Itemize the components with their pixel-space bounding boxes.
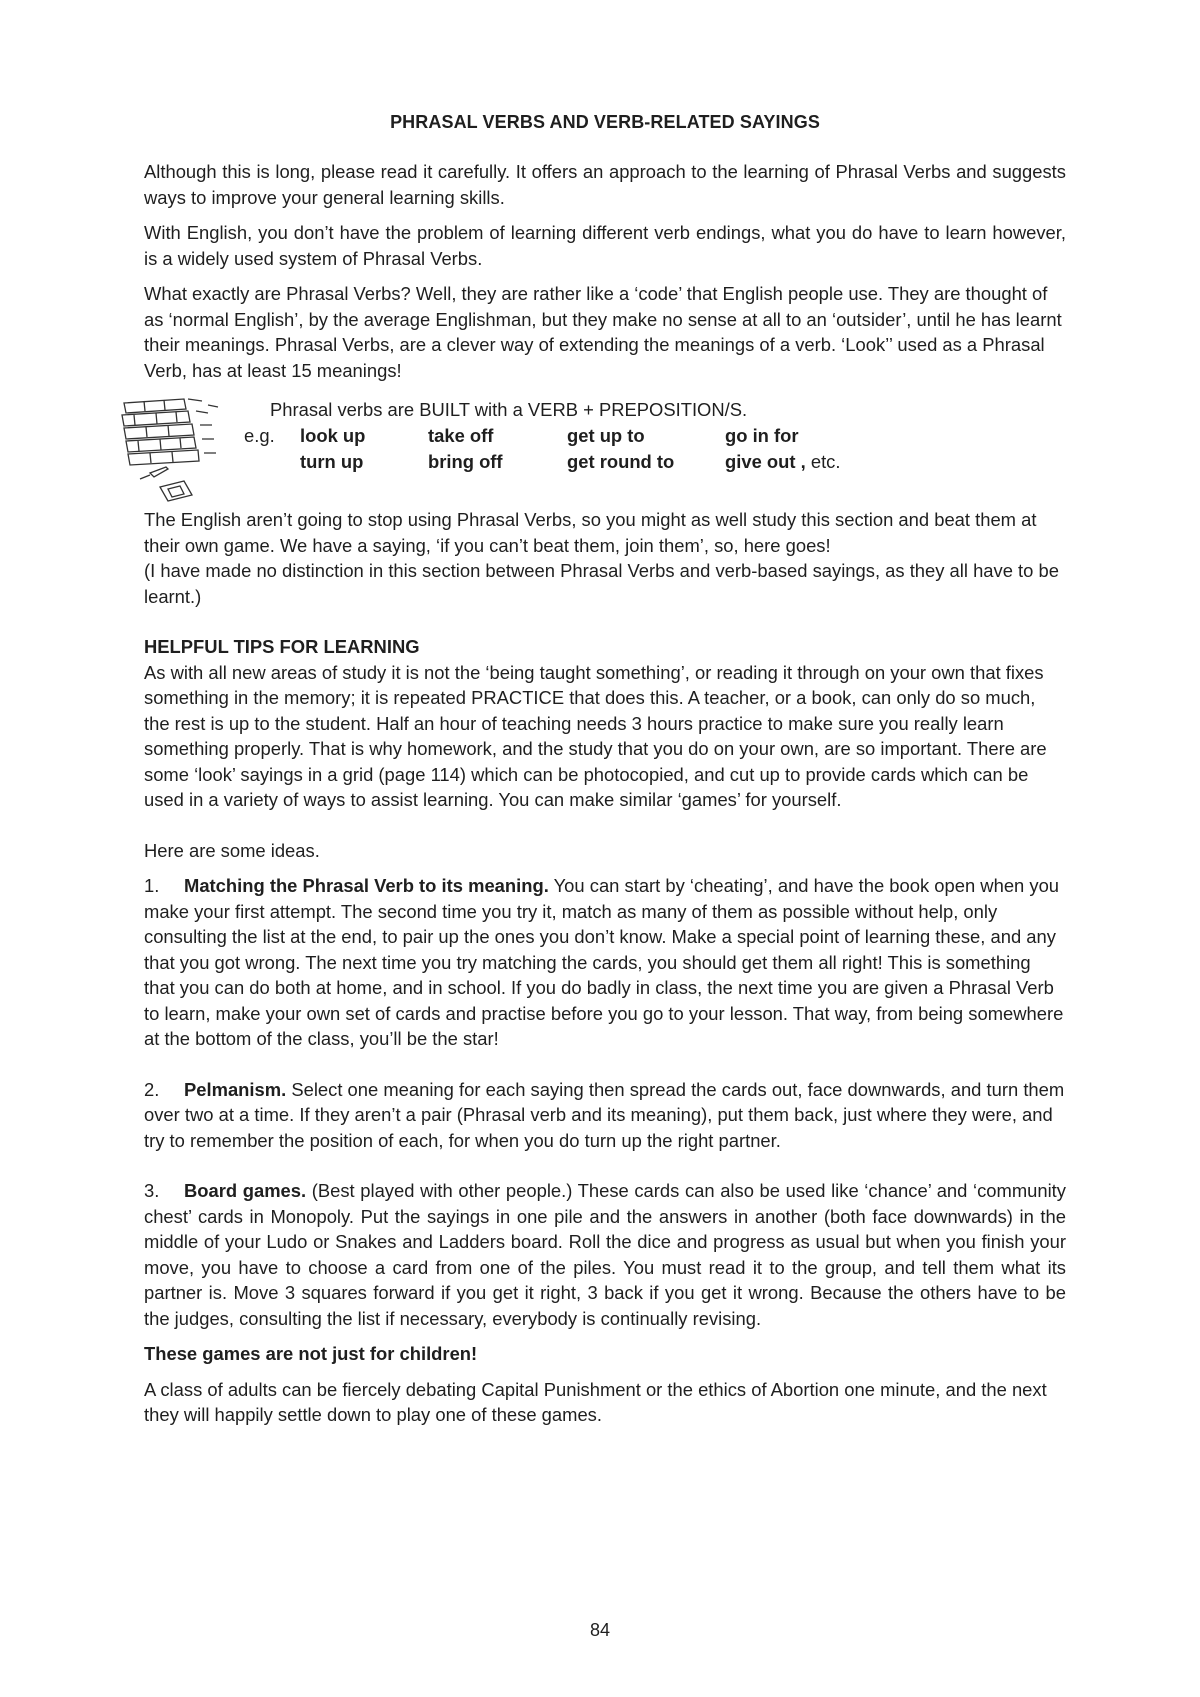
verb-example: take off: [428, 425, 494, 446]
phrasal-verbs-examples: [144, 395, 1066, 507]
tips-heading: HELPFUL TIPS FOR LEARNING: [144, 636, 420, 657]
item-lead: Board games.: [184, 1180, 307, 1201]
closing-paragraph: A class of adults can be fiercely debating Capital Punishment or the ethics of Abortion one minute, and the next they will happily settle down to play one of these games.: [144, 1378, 1047, 1425]
english-paragraph-1: The English aren’t going to stop using Phrasal Verbs, so you might as well study this section and beat them at their own game. We have a saying, ‘if you can’t beat them, join them’, so, here goes!: [144, 509, 1037, 556]
ideas-intro: Here are some ideas.: [144, 839, 320, 861]
verb-example: look up: [300, 425, 366, 446]
intro-paragraph-1: Although this is long, please read it carefully. It offers an approach to the learning of Phrasal Verbs and suggests ways to improve your general learning skills.: [144, 161, 1066, 208]
intro-paragraph-2: With English, you don’t have the problem of learning different verb endings, what you do have to learn however, is a widely used system of Phrasal Verbs.: [144, 222, 1066, 269]
brick-wall-illustration: [114, 395, 224, 507]
eg-label: e.g.: [244, 425, 275, 446]
page-number: 84: [589, 1620, 611, 1640]
verb-example: give out ,: [725, 451, 806, 472]
item-text: You can start by ‘cheating’, and have the book open when you make your first attempt. The second time you try it, match as many of them as possible without help, only consulting the list at the end, to pair up the ones you don’t know. Make a special point of learning these, and any that you got wrong. The next time you try matching the cards, you should get them all right! This is something that you can do both at home, and in school. If you do badly in class, the next time you are given a Phrasal Verb to learn, make your own set of cards and practise before you go to your lesson. That way, from being somewhere at the bottom of the class, you’ll be the star!: [144, 875, 1064, 1049]
tip-item-3: [144, 1178, 1066, 1331]
verb-example: get up to: [567, 425, 645, 446]
page-title: PHRASAL VERBS AND VERB-RELATED SAYINGS: [390, 112, 820, 132]
item-lead: Matching the Phrasal Verb to its meaning.: [184, 875, 549, 896]
games-heading: These games are not just for children!: [144, 1343, 478, 1364]
item-text: Select one meaning for each saying then spread the cards out, face downwards, and turn them over two at a time. If they aren’t a pair (Phrasal verb and its meaning), put them back, just where they were, and try to remember the position of each, for when you do turn up the right partner.: [144, 1078, 1065, 1151]
item-text: (Best played with other people.) These cards can also be used like ‘chance’ and ‘community chest’ cards in Monopoly. Put the sayings in one pile and the answers in another (both face downwards) in the middle of your Ludo or Snakes and Ladders board. Roll the dice and progress as usual but when you finish your move, you have to choose a card from one of the piles. You must read it to the group, and tell them what its partner is. Move 3 squares forward if you get it right, 3 back if you get it wrong. Because the others have to be the judges, consulting the list if necessary, everybody is continually revising.: [144, 1180, 1066, 1329]
intro-paragraph-3: What exactly are Phrasal Verbs? Well, they are rather like a ‘code’ that English people use. They are thought of as ‘normal English’, by the average Englishman, but they make no sense at all to an ‘outsider’, until he has learnt their meanings. Phrasal Verbs, are a clever way of extending the meanings of a verb. ‘Look’’ used as a Phrasal Verb, has at least 15 meanings!: [144, 283, 1062, 381]
tip-item-1: [144, 873, 1066, 1052]
item-number: 1.: [144, 875, 160, 896]
item-lead: Pelmanism.: [184, 1078, 287, 1100]
verb-example: bring off: [428, 451, 503, 472]
english-paragraph-2: (I have made no distinction in this section between Phrasal Verbs and verb-based sayings, as they all have to be learnt.): [144, 560, 1059, 607]
verb-example: get round to: [567, 451, 675, 472]
etc-text: etc.: [805, 451, 841, 472]
verb-example: go in for: [725, 425, 799, 446]
tips-body: As with all new areas of study it is not the ‘being taught something’, or reading it through on your own that fixes something in the memory; it is repeated PRACTICE that does this. A teacher, or a book, can only do so much, the rest is up to the student. Half an hour of teaching needs 3 hours practice to make sure you really learn something properly. That is why homework, and the study that you do on your own, are so important. There are some ‘look’ sayings in a grid (page 114) which can be photocopied, and cut up to provide cards which can be used in a variety of ways to assist learning. You can make similar ‘games’ for yourself.: [144, 661, 1047, 810]
verbs-intro-text: Phrasal verbs are BUILT with a VERB + PREPOSITION/S.: [270, 399, 748, 420]
item-number: 3.: [144, 1180, 160, 1201]
verb-example-last: [725, 451, 841, 473]
page-content: [144, 112, 1066, 1438]
verb-example: turn up: [300, 451, 364, 472]
tip-item-2: [144, 1077, 1066, 1154]
item-number: 2.: [144, 1078, 160, 1100]
